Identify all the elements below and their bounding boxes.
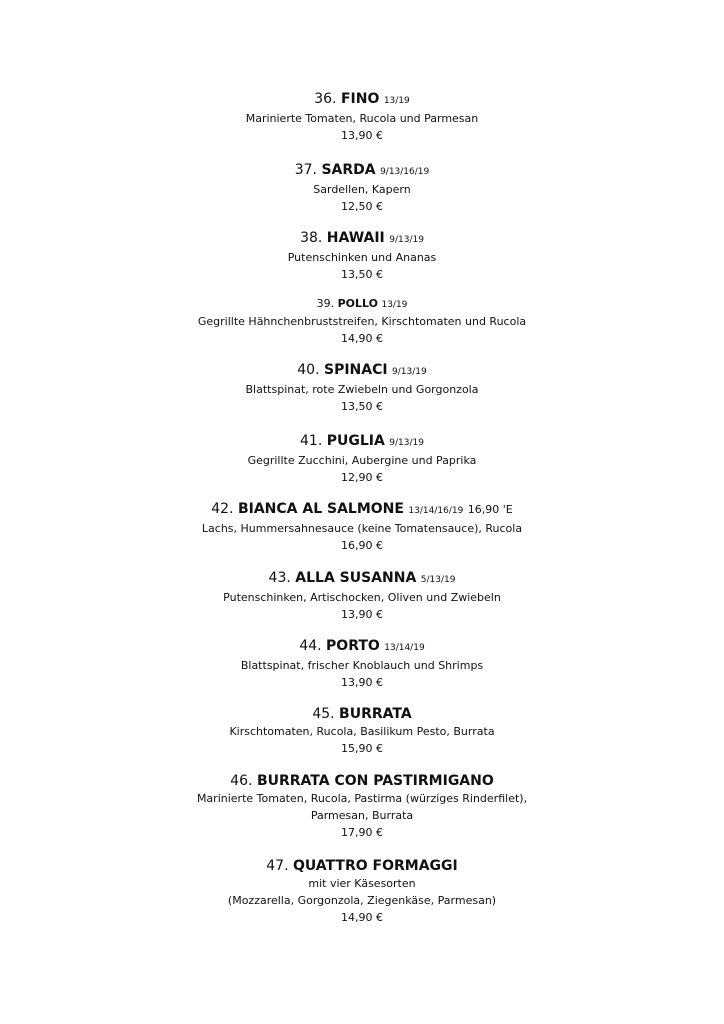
item-allergens: 9/13/19 [392,367,427,377]
item-allergens: 9/13/16/19 [380,167,430,177]
menu-item [0,296,724,347]
item-price: 13,90 € [341,608,383,621]
item-name: PUGLIA [326,433,385,449]
menu-item [0,90,724,144]
item-number: 41. [300,433,323,449]
item-name: FINO [340,91,380,107]
item-number: 44. [299,638,322,654]
item-name: HAWAII [326,230,385,246]
item-description: Marinierte Tomaten, Rucola und Parmesan [245,112,479,125]
item-allergens: 13/14/19 [384,643,425,653]
item-price: 13,90 € [341,129,383,142]
item-number: 43. [268,570,291,586]
item-description: Sardellen, Kapern [313,183,411,196]
item-allergens: 13/19 [383,96,410,106]
item-title [0,569,724,589]
item-description: Parmesan, Burrata [310,809,414,822]
menu-item [0,705,724,757]
item-price: 13,50 € [341,268,383,281]
item-allergens: 13/14/16/19 [408,506,464,516]
item-allergens: 9/13/19 [389,438,424,448]
item-description: Marinierte Tomaten, Rucola, Pastirma (würziges Rinderfilet), [196,792,528,805]
item-price: 15,90 € [341,742,383,755]
item-description: Blattspinat, frischer Knoblauch und Shrimps [240,659,484,672]
menu-item [0,569,724,623]
item-name: ALLA SUSANNA [295,570,417,586]
item-name: BIANCA AL SALMONE [237,501,404,517]
item-description: Kirschtomaten, Rucola, Basilikum Pesto, Burrata [229,725,495,738]
menu-item [0,857,724,926]
item-title [0,500,724,520]
item-description: Putenschinken und Ananas [287,251,437,264]
item-price: 13,50 € [341,400,383,413]
item-number: 36. [314,91,337,107]
item-title [0,637,724,657]
item-title [0,90,724,110]
item-number: 37. [294,162,317,178]
item-name: BURRATA [339,706,412,722]
item-price: 14,90 € [341,332,383,345]
item-number: 40. [297,362,320,378]
item-allergens: 5/13/19 [420,575,456,585]
item-title [0,161,724,181]
item-title [0,296,724,313]
item-price: 17,90 € [341,826,383,839]
menu-item [0,432,724,486]
item-title [0,705,724,723]
item-price: 12,90 € [341,471,383,484]
item-name: BURRATA CON PASTIRMIGANO [256,773,494,789]
item-number: 38. [300,230,323,246]
item-name: SPINACI [323,362,388,378]
item-allergens: 13/19 [381,300,408,310]
item-name: PORTO [326,638,380,654]
item-title [0,772,724,790]
item-price: 14,90 € [341,911,383,924]
item-name: SARDA [321,162,376,178]
menu-item [0,361,724,415]
item-description: (Mozzarella, Gorgonzola, Ziegenkäse, Parmesan) [227,894,497,907]
item-title [0,229,724,249]
item-name: POLLO [337,297,378,310]
item-extra-price: 16,90 'E [467,503,513,516]
item-description: Blattspinat, rote Zwiebeln und Gorgonzola [245,383,479,396]
item-description: Gegrillte Zucchini, Aubergine und Paprika [247,454,477,467]
menu-item [0,161,724,215]
menu-item [0,229,724,283]
item-title [0,857,724,875]
item-title [0,432,724,452]
item-number: 42. [211,501,234,517]
item-description: Putenschinken, Artischocken, Oliven und Zwiebeln [223,591,501,604]
menu-item [0,772,724,841]
item-description: mit vier Käsesorten [308,877,416,890]
item-number: 45. [312,706,335,722]
item-description: Gegrillte Hähnchenbruststreifen, Kirschtomaten und Rucola [197,315,527,328]
item-description: Lachs, Hummersahnesauce (keine Tomatensauce), Rucola [201,522,523,535]
item-name: QUATTRO FORMAGGI [292,858,458,874]
item-price: 13,90 € [341,676,383,689]
item-price: 12,50 € [341,200,383,213]
menu-item [0,637,724,691]
menu-item [0,500,724,554]
item-number: 39. [316,297,335,310]
item-title [0,361,724,381]
item-price: 16,90 € [341,539,383,552]
item-number: 46. [230,773,253,789]
item-allergens: 9/13/19 [389,235,424,245]
item-number: 47. [266,858,289,874]
